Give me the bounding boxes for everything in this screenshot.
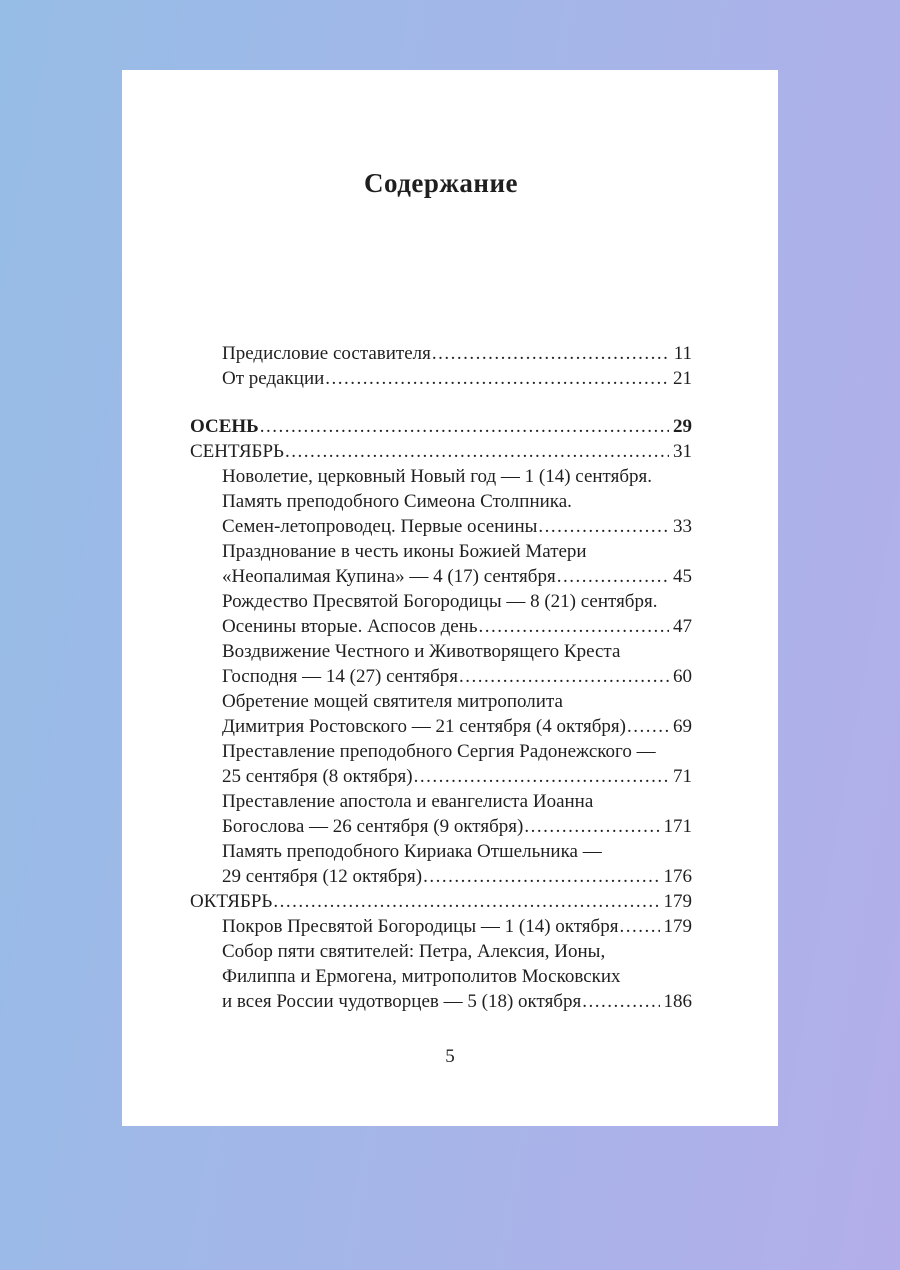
toc-entry-page: 186	[663, 991, 692, 1012]
toc-entry	[190, 341, 692, 366]
toc-entry-page: 171	[663, 816, 692, 837]
toc-entry	[190, 514, 692, 539]
toc-entry-page: 179	[663, 916, 692, 937]
toc-entry-text: Память преподобного Симеона Столпника.	[222, 491, 572, 512]
toc-entry	[190, 564, 692, 589]
toc-entry	[190, 714, 692, 739]
toc-entry	[190, 689, 692, 714]
toc-entry-text: Семен-летопроводец. Первые осенины	[222, 516, 538, 537]
toc-entry	[190, 864, 692, 889]
toc-entry	[190, 539, 692, 564]
toc-entry-text: Новолетие, церковный Новый год — 1 (14) сентября.	[222, 466, 653, 487]
toc-entry	[190, 789, 692, 814]
toc-entry-text: Преставление преподобного Сергия Радонежского —	[222, 741, 656, 762]
dot-leader	[273, 889, 659, 914]
toc-entry-page: 47	[673, 616, 692, 637]
dot-leader	[260, 414, 669, 439]
dot-leader	[285, 439, 669, 464]
toc-entry-text: ОКТЯБРЬ	[190, 891, 273, 912]
toc-entry-text: 29 сентября (12 октября)	[222, 866, 423, 887]
toc-entry	[190, 414, 692, 439]
dot-leader	[423, 864, 659, 889]
toc-list	[190, 341, 692, 1014]
toc-entry-text: Покров Пресвятой Богородицы — 1 (14) октября	[222, 916, 619, 937]
dot-leader	[619, 914, 659, 939]
toc-entry	[190, 589, 692, 614]
toc-entry	[190, 814, 692, 839]
toc-entry	[190, 889, 692, 914]
footer-page-number: 5	[445, 1046, 455, 1067]
toc-entry-text: Преставление апостола и евангелиста Иоанна	[222, 791, 594, 812]
toc-entry-page: 69	[673, 716, 692, 737]
toc-entry-page: 29	[673, 416, 692, 437]
toc-entry-text: «Неопалимая Купина» — 4 (17) сентября	[222, 566, 556, 587]
toc-entry-text: Предисловие составителя	[222, 343, 431, 364]
toc-entry-text: Празднование в честь иконы Божией Матери	[222, 541, 587, 562]
toc-entry-page: 45	[673, 566, 692, 587]
toc-entry-page: 33	[673, 516, 692, 537]
dot-leader	[432, 341, 670, 366]
toc-entry	[190, 366, 692, 391]
toc-entry-text: Богослова — 26 сентября (9 октября)	[222, 816, 524, 837]
toc-entry-text: Рождество Пресвятой Богородицы — 8 (21) сентября.	[222, 591, 658, 612]
toc-entry	[190, 489, 692, 514]
toc-entry-text: Димитрия Ростовского — 21 сентября (4 октября)	[222, 716, 626, 737]
toc-entry-page: 71	[673, 766, 692, 787]
toc-entry	[190, 839, 692, 864]
toc-entry-text: ОСЕНЬ	[190, 416, 259, 437]
toc-entry-text: Воздвижение Честного и Животворящего Креста	[222, 641, 621, 662]
dot-leader	[414, 764, 669, 789]
dot-leader	[627, 714, 669, 739]
toc-entry-page: 60	[673, 666, 692, 687]
toc-entry-text: 25 сентября (8 октября)	[222, 766, 413, 787]
toc-entry-text: Господня — 14 (27) сентября	[222, 666, 459, 687]
dot-leader	[479, 614, 670, 639]
dot-leader	[538, 514, 669, 539]
toc-entry-page: 31	[673, 441, 692, 462]
toc-entry-page: 176	[663, 866, 692, 887]
toc-entry	[190, 989, 692, 1014]
toc-entry-page: 21	[673, 368, 692, 389]
toc-entry	[190, 939, 692, 964]
toc-entry-page: 11	[673, 343, 692, 364]
page-title: Содержание	[363, 168, 519, 198]
toc-entry	[190, 739, 692, 764]
toc-entry	[190, 639, 692, 664]
dot-leader	[325, 366, 669, 391]
toc-entry-text: и всея России чудотворцев — 5 (18) октября	[222, 991, 582, 1012]
toc-entry-text: Память преподобного Кириака Отшельника —	[222, 841, 602, 862]
toc-entry-page: 179	[663, 891, 692, 912]
dot-leader	[524, 814, 659, 839]
dot-leader	[459, 664, 669, 689]
toc-entry-text: Осенины вторые. Аспосов день	[222, 616, 478, 637]
toc-entry	[190, 614, 692, 639]
dot-leader	[557, 564, 669, 589]
toc-entry	[190, 764, 692, 789]
toc-entry	[190, 964, 692, 989]
toc-entry-text: Обретение мощей святителя митрополита	[222, 691, 563, 712]
toc-entry-text: Филиппа и Ермогена, митрополитов Московских	[222, 966, 621, 987]
toc-entry	[190, 439, 692, 464]
toc-entry	[190, 464, 692, 489]
dot-leader	[582, 989, 659, 1014]
toc-entry-text: Собор пяти святителей: Петра, Алексия, Ионы,	[222, 941, 606, 962]
toc-entry-text: От редакции	[222, 368, 325, 389]
toc-entry	[190, 664, 692, 689]
book-page	[122, 70, 778, 1126]
toc-entry-text: СЕНТЯБРЬ	[190, 441, 284, 462]
toc-entry	[190, 914, 692, 939]
